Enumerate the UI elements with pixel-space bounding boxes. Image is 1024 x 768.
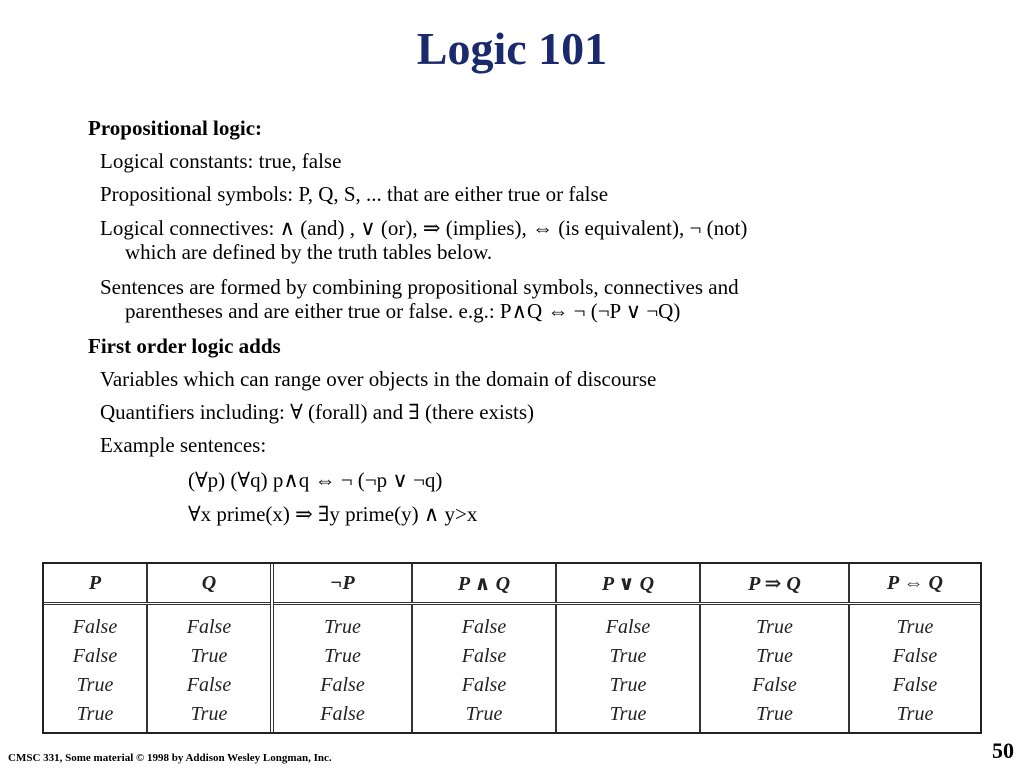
cell: False — [72, 645, 118, 667]
cell: False — [320, 703, 365, 725]
column-not-p — [272, 604, 412, 733]
heading-first-order-logic: First order logic adds — [88, 334, 281, 358]
cell: False — [186, 616, 232, 638]
cell: True — [190, 703, 228, 725]
cell: True — [896, 616, 934, 638]
cell: True — [76, 703, 114, 725]
cell: False — [752, 674, 797, 696]
column-p-and-q — [412, 604, 556, 733]
cell: False — [186, 674, 232, 696]
cell: True — [896, 703, 934, 725]
cell: False — [320, 674, 365, 696]
cell: False — [605, 616, 651, 638]
slide-title: Logic 101 — [416, 23, 608, 74]
header-q: Q — [147, 564, 272, 604]
bullet-logical-connectives: Logical connectives: ∧ (and) , ∨ (or), ⇒ (implies), ⇔ (is equivalent), ¬ (not) — [100, 216, 748, 240]
footer-credit: CMSC 331, Some material © 1998 by Addison Wesley Longman, Inc. — [8, 752, 332, 764]
cell: True — [756, 703, 793, 725]
cell: False — [892, 674, 938, 696]
bullet-logical-constants: Logical constants: true, false — [100, 149, 342, 173]
header-p-or-q: P ∨ Q — [556, 564, 700, 604]
column-p-implies-q — [700, 604, 849, 733]
column-p-or-q — [556, 604, 700, 733]
bullet-variables: Variables which can range over objects in the domain of discourse — [100, 367, 657, 391]
header-not-p: ¬P — [272, 564, 412, 604]
cell: True — [609, 703, 647, 725]
heading-propositional-logic: Propositional logic: — [88, 116, 263, 140]
bullet-example-sentences: Example sentences: — [100, 433, 267, 457]
cell: False — [461, 616, 507, 638]
cell: False — [461, 674, 507, 696]
truth-table — [42, 562, 982, 734]
cell: True — [76, 674, 114, 696]
header-p-and-q: P ∧ Q — [412, 564, 556, 604]
cell: True — [756, 645, 793, 667]
example-sentence-2: ∀x prime(x) ⇒ ∃y prime(y) ∧ y>x — [188, 502, 478, 526]
bullet-quantifiers: Quantifiers including: ∀ (forall) and ∃ (there exists) — [100, 400, 535, 424]
header-p: P — [44, 564, 147, 604]
cell: True — [190, 645, 228, 667]
bullet-sentences: Sentences are formed by combining propositional symbols, connectives and — [100, 275, 739, 299]
bullet-propositional-symbols: Propositional symbols: P, Q, S, ... that are either true or false — [100, 182, 609, 206]
page-number: 50 — [992, 738, 1014, 763]
column-p-iff-q — [849, 604, 980, 733]
bullet-sentences-cont: parentheses and are either true or false. e.g.: P∧Q ⇔ ¬ (¬P ∨ ¬Q) — [125, 299, 681, 323]
cell: False — [461, 645, 507, 667]
cell: True — [609, 674, 647, 696]
truth-table-body — [44, 604, 980, 733]
example-sentence-1: (∀p) (∀q) p∧q ⇔ ¬ (¬p ∨ ¬q) — [188, 468, 443, 492]
cell: True — [609, 645, 647, 667]
bullet-logical-connectives-cont: which are defined by the truth tables below. — [125, 240, 493, 264]
truth-table-grid — [44, 564, 980, 732]
cell: True — [465, 703, 503, 725]
truth-table-header-row — [44, 564, 980, 604]
cell: False — [72, 616, 118, 638]
cell: False — [892, 645, 938, 667]
cell: True — [756, 616, 793, 638]
column-p — [44, 604, 147, 733]
cell: True — [324, 645, 361, 667]
column-q — [147, 604, 272, 733]
header-p-iff-q: P ⇔ Q — [849, 564, 980, 604]
cell: True — [324, 616, 361, 638]
header-p-implies-q: P ⇒ Q — [700, 564, 849, 604]
